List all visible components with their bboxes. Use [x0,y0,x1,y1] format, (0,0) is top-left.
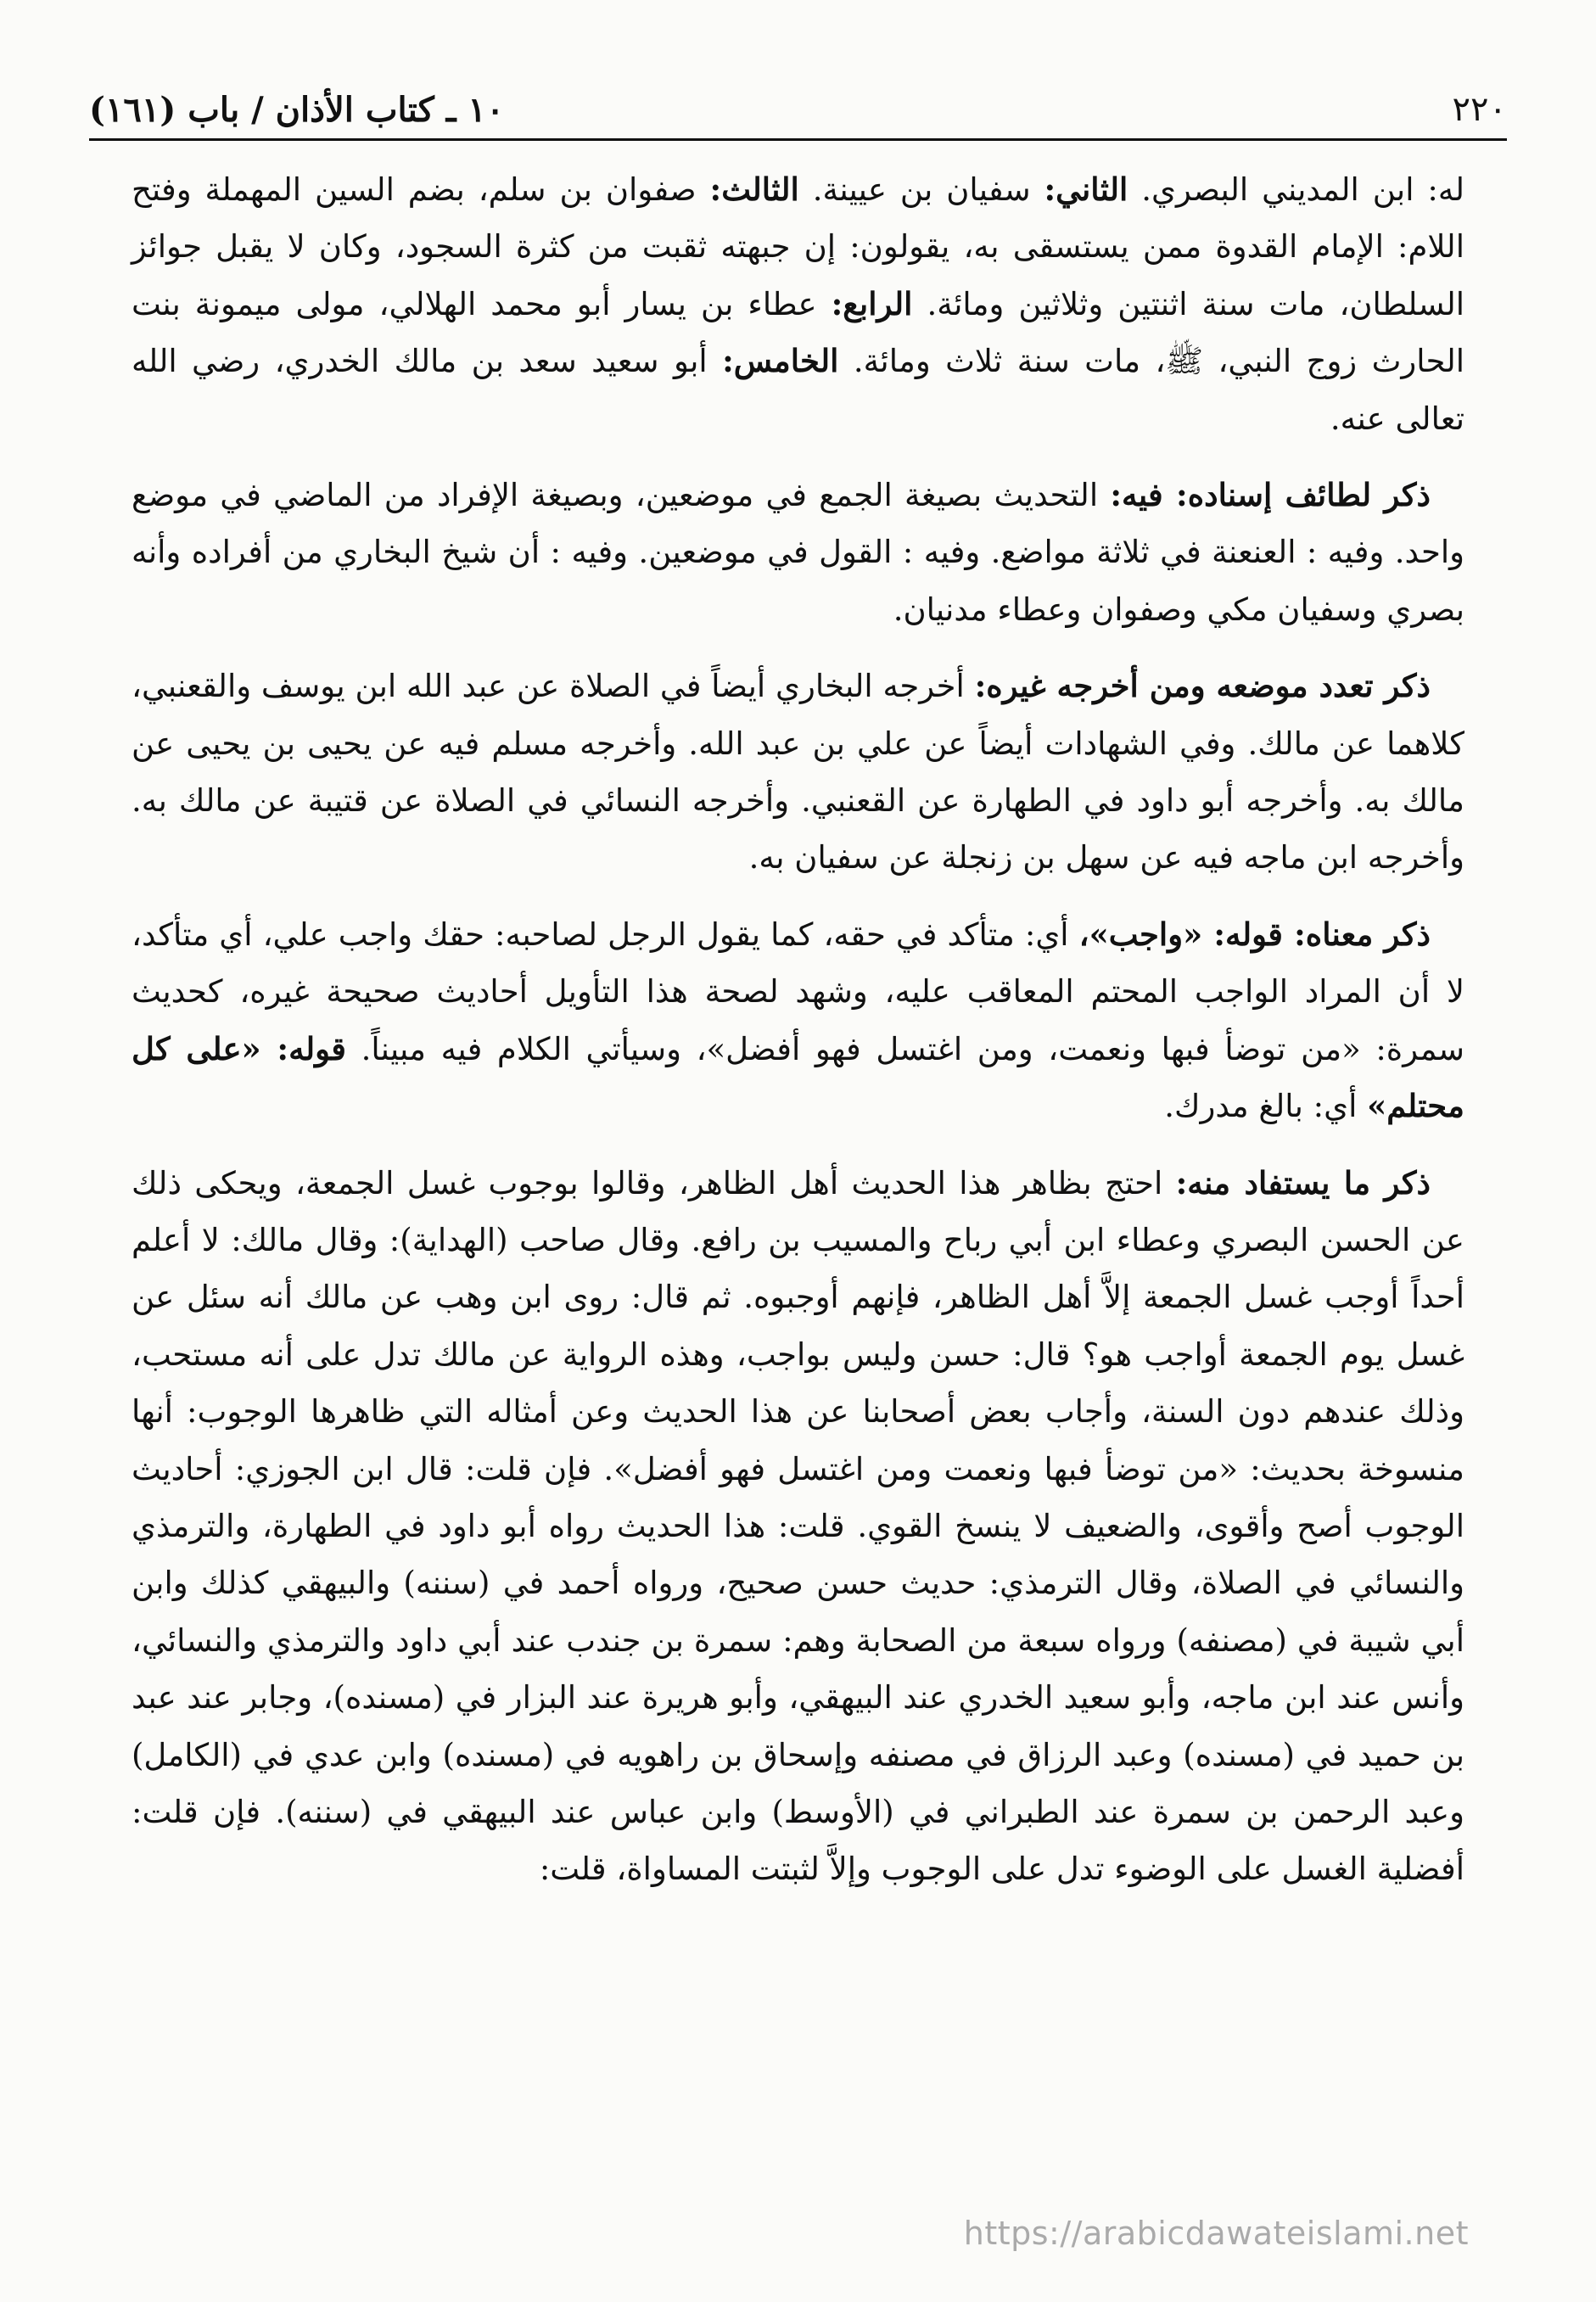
page-number: ٢٢٠ [1452,90,1507,129]
paragraph-meaning [132,906,1464,1135]
text-run: التحديث بصيغة الجمع في موضعين، وبصيغة الإفراد من الماضي في موضع واحد. وفيه : العنعنة في ثلاثة مواضع. وفيه : القول في موضعين. وفيه : أن شيخ البخاري من أفراده وأنه بصري وسفيان مكي وصفوان وعطاء مدنيان. [132,477,1464,628]
watermark-url: https://arabicdawateislami.net [963,2215,1469,2252]
bold-label: الثاني: [1044,171,1128,208]
paragraph-chain-subtleties [132,467,1464,638]
section-heading: ذكر تعدد موضعه ومن أخرجه غيره: [974,667,1431,705]
section-heading: ذكر لطائف إسناده: فيه: [1110,476,1431,514]
text-run: له: ابن المديني البصري. [1128,171,1464,208]
text-run: أي: بالغ مدرك. [1164,1088,1368,1125]
bold-label: الخامس: [722,342,839,380]
text-run: احتج بظاهر هذا الحديث أهل الظاهر، وقالوا بوجوب غسل الجمعة، ويحكى ذلك عن الحسن البصري وعطاء ابن أبي رباح والمسيب بن رافع. وقال صاحب (الهداية): وقال مالك: لا أعلم أحداً أوجب غسل الجمعة إلاَّ أهل الظاهر، فإنهم أوجبوه. ثم قال: روى ابن وهب عن مالك أنه سئل عن غسل يوم الجمعة أواجب هو؟ قال: حسن وليس بواجب، وهذه الرواية عن مالك تدل على أنه مستحب، وذلك عندهم دون السنة، وأجاب بعض أصحابنا عن هذا الحديث وعن أمثاله التي ظاهرها الوجوب: أنها منسوخة بحديث: «من توضأ فبها ونعمت ومن اغتسل فهو أفضل». فإن قلت: قال ابن الجوزي: أحاديث الوجوب أصح وأقوى، والضعيف لا ينسخ القوي. قلت: هذا الحديث رواه أبو داود في الطهارة، والترمذي والنسائي في الصلاة، وقال الترمذي: حديث حسن صحيح، ورواه أحمد في (سننه) والبيهقي كذلك وابن أبي شيبة في (مصنفه) ورواه سبعة من الصحابة وهم: سمرة بن جندب عند أبي داود والترمذي والنسائي، وأنس عند ابن ماجه، وأبو سعيد الخدري عند البيهقي، وأبو هريرة عند البزار في (مسنده)، وجابر عند عبد بن حميد في (مسنده) وعبد الرزاق في مصنفه وإسحاق بن راهويه في (مسنده) وابن عدي في (الكامل) وعبد الرحمن بن سمرة عند الطبراني في (الأوسط) وابن عباس عند البيهقي في (سننه). فإن قلت: أفضلية الغسل على الوضوء تدل على الوجوب وإلاَّ لثبتت المساواة، قلت: [132,1164,1464,1888]
text-run: أخرجه البخاري أيضاً في الصلاة عن عبد الله ابن يوسف والقعنبي، كلاهما عن مالك. وفي الشهادات أيضاً عن علي بن عبد الله. وأخرجه مسلم فيه عن يحيى بن يحيى عن مالك به. وأخرجه أبو داود في الطهارة عن القعنبي. وأخرجه النسائي في الصلاة عن قتيبة عن مالك به. وأخرجه ابن ماجه فيه عن سهل بن زنجلة عن سفيان به. [132,668,1465,877]
paragraph-sources [132,658,1464,887]
section-heading: ذكر ما يستفاد منه: [1175,1163,1431,1201]
bold-label: الرابع: [831,284,913,322]
text-run: عطاء بن يسار أبو محمد الهلالي، مولى ميمونة بنت الحارث زوج النبي، ﷺ، مات سنة ثلاث ومائة. [132,285,1464,380]
text-run: سفيان بن عيينة. [798,171,1044,208]
text-run: أي: متأكد في حقه، كما يقول الرجل لصاحبه: حقك واجب علي، أي متأكد، لا أن المراد الواجب المحتم المعاقب عليه، وشهد لصحة هذا التأويل أحاديث صحيحة غيره، كحديث سمرة: «من توضأ فبها ونعمت، ومن اغتسل فهو أفضل»، وسيأتي الكلام فيه مبيناً. [132,916,1465,1067]
paragraph-narrators [132,161,1464,447]
bold-label: الثالث: [709,171,799,208]
paragraph-benefits [132,1155,1464,1898]
page-body [132,161,1464,1918]
text-run: صفوان بن سلم، بضم السين المهملة وفتح اللام: الإمام القدوة ممن يستسقى به، يقولون: إن جبهته ثقبت من كثرة السجود، وكان لا يقبل جوائز السلطان، مات سنة اثنتين وثلاثين ومائة. [132,171,1464,322]
text-run: أبو سعيد سعد بن مالك الخدري، رضي الله تعالى عنه. [132,343,1464,437]
page-header [89,81,1507,141]
bold-label: قوله: «على كل محتلم» [132,1029,1464,1125]
section-heading: ذكر معناه: قوله: «واجب»، [1078,915,1431,953]
chapter-title: ١٠ ـ كتاب الأذان / باب (١٦١) [89,89,505,130]
